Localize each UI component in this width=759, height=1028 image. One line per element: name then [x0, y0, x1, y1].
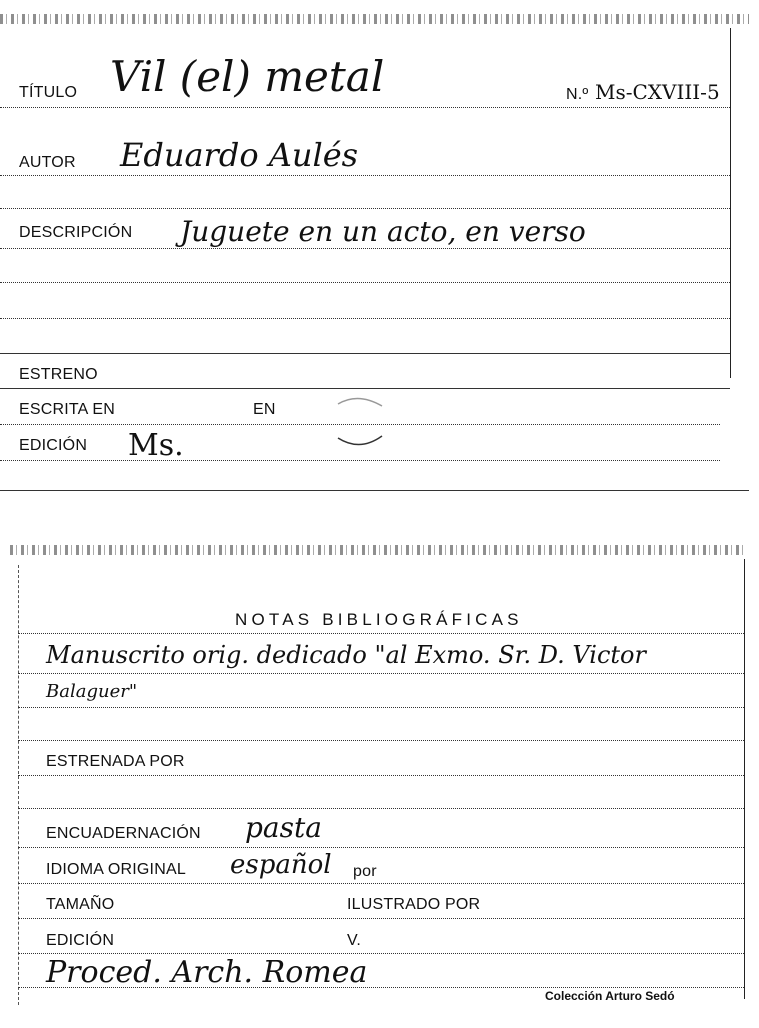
- notes-rule-1: [18, 673, 744, 674]
- tamano-rule: [18, 918, 744, 919]
- edicion-label: EDICIÓN: [19, 437, 88, 454]
- blank-rule-1: [0, 208, 730, 209]
- procedencia-value: Proced. Arch. Romea: [46, 955, 368, 990]
- notes-line-2: Balaguer": [46, 681, 138, 702]
- numero-label: N.º: [566, 86, 589, 103]
- notes-rule-3: [18, 740, 744, 741]
- escrita-en-label: ESCRITA EN: [19, 401, 115, 418]
- card-top-edge: [0, 14, 749, 24]
- edicion-value: Ms.: [128, 428, 184, 463]
- blank-rule-3: [0, 318, 730, 319]
- encuadernacion-rule: [18, 847, 744, 848]
- encuadernacion-value: pasta: [245, 811, 322, 844]
- card-bottom-rule: [0, 490, 749, 491]
- idioma-label: IDIOMA ORIGINAL: [46, 861, 186, 878]
- ilustrado-por-label: ILUSTRADO POR: [347, 896, 481, 913]
- card-left-border: [18, 565, 19, 1005]
- card-top-edge: [10, 545, 745, 555]
- tamano-label: TAMAÑO: [46, 896, 115, 913]
- autor-value: Eduardo Aulés: [120, 136, 359, 174]
- edicion-label: EDICIÓN: [46, 932, 115, 949]
- por-label: por: [353, 863, 377, 880]
- idioma-rule: [18, 883, 744, 884]
- titulo-label: TÍTULO: [19, 84, 78, 101]
- notas-heading: NOTAS BIBLIOGRÁFICAS: [235, 610, 523, 629]
- collection-credit: Colección Arturo Sedó: [545, 989, 675, 1003]
- card-right-border: [730, 28, 731, 378]
- catalog-card-main: [0, 0, 759, 492]
- estreno-rule: [0, 388, 730, 389]
- card-right-border: [744, 559, 745, 999]
- encuadernacion-label: ENCUADERNACIÓN: [46, 825, 201, 842]
- autor-label: AUTOR: [19, 154, 76, 171]
- heading-rule: [18, 633, 744, 634]
- descripcion-rule: [0, 248, 730, 249]
- catalog-card-notes: [0, 545, 759, 1015]
- estrenada-rule: [18, 775, 744, 776]
- descripcion-label: DESCRIPCIÓN: [19, 224, 133, 241]
- en-label: EN: [253, 401, 276, 418]
- circular-stamp-mark: [330, 392, 390, 452]
- autor-rule: [0, 175, 730, 176]
- estreno-label: ESTRENO: [19, 366, 98, 383]
- procedencia-rule: [18, 987, 744, 988]
- blank-rule-5: [18, 808, 744, 809]
- edicion-rule: [0, 460, 720, 461]
- notes-rule-2: [18, 707, 744, 708]
- numero-value: Ms-CXVIII-5: [595, 80, 720, 104]
- estrenada-por-label: ESTRENADA POR: [46, 753, 185, 770]
- edicion-rule: [18, 953, 744, 954]
- v-label: V.: [347, 932, 362, 949]
- idioma-value: español: [230, 850, 332, 880]
- descripcion-value: Juguete en un acto, en verso: [180, 215, 586, 248]
- blank-rule-2: [0, 282, 730, 283]
- blank-rule-4: [0, 353, 730, 354]
- titulo-rule: [0, 107, 730, 108]
- titulo-value: Vil (el) metal: [110, 52, 385, 101]
- notes-line-1: Manuscrito orig. dedicado "al Exmo. Sr. D. Victor: [46, 641, 646, 669]
